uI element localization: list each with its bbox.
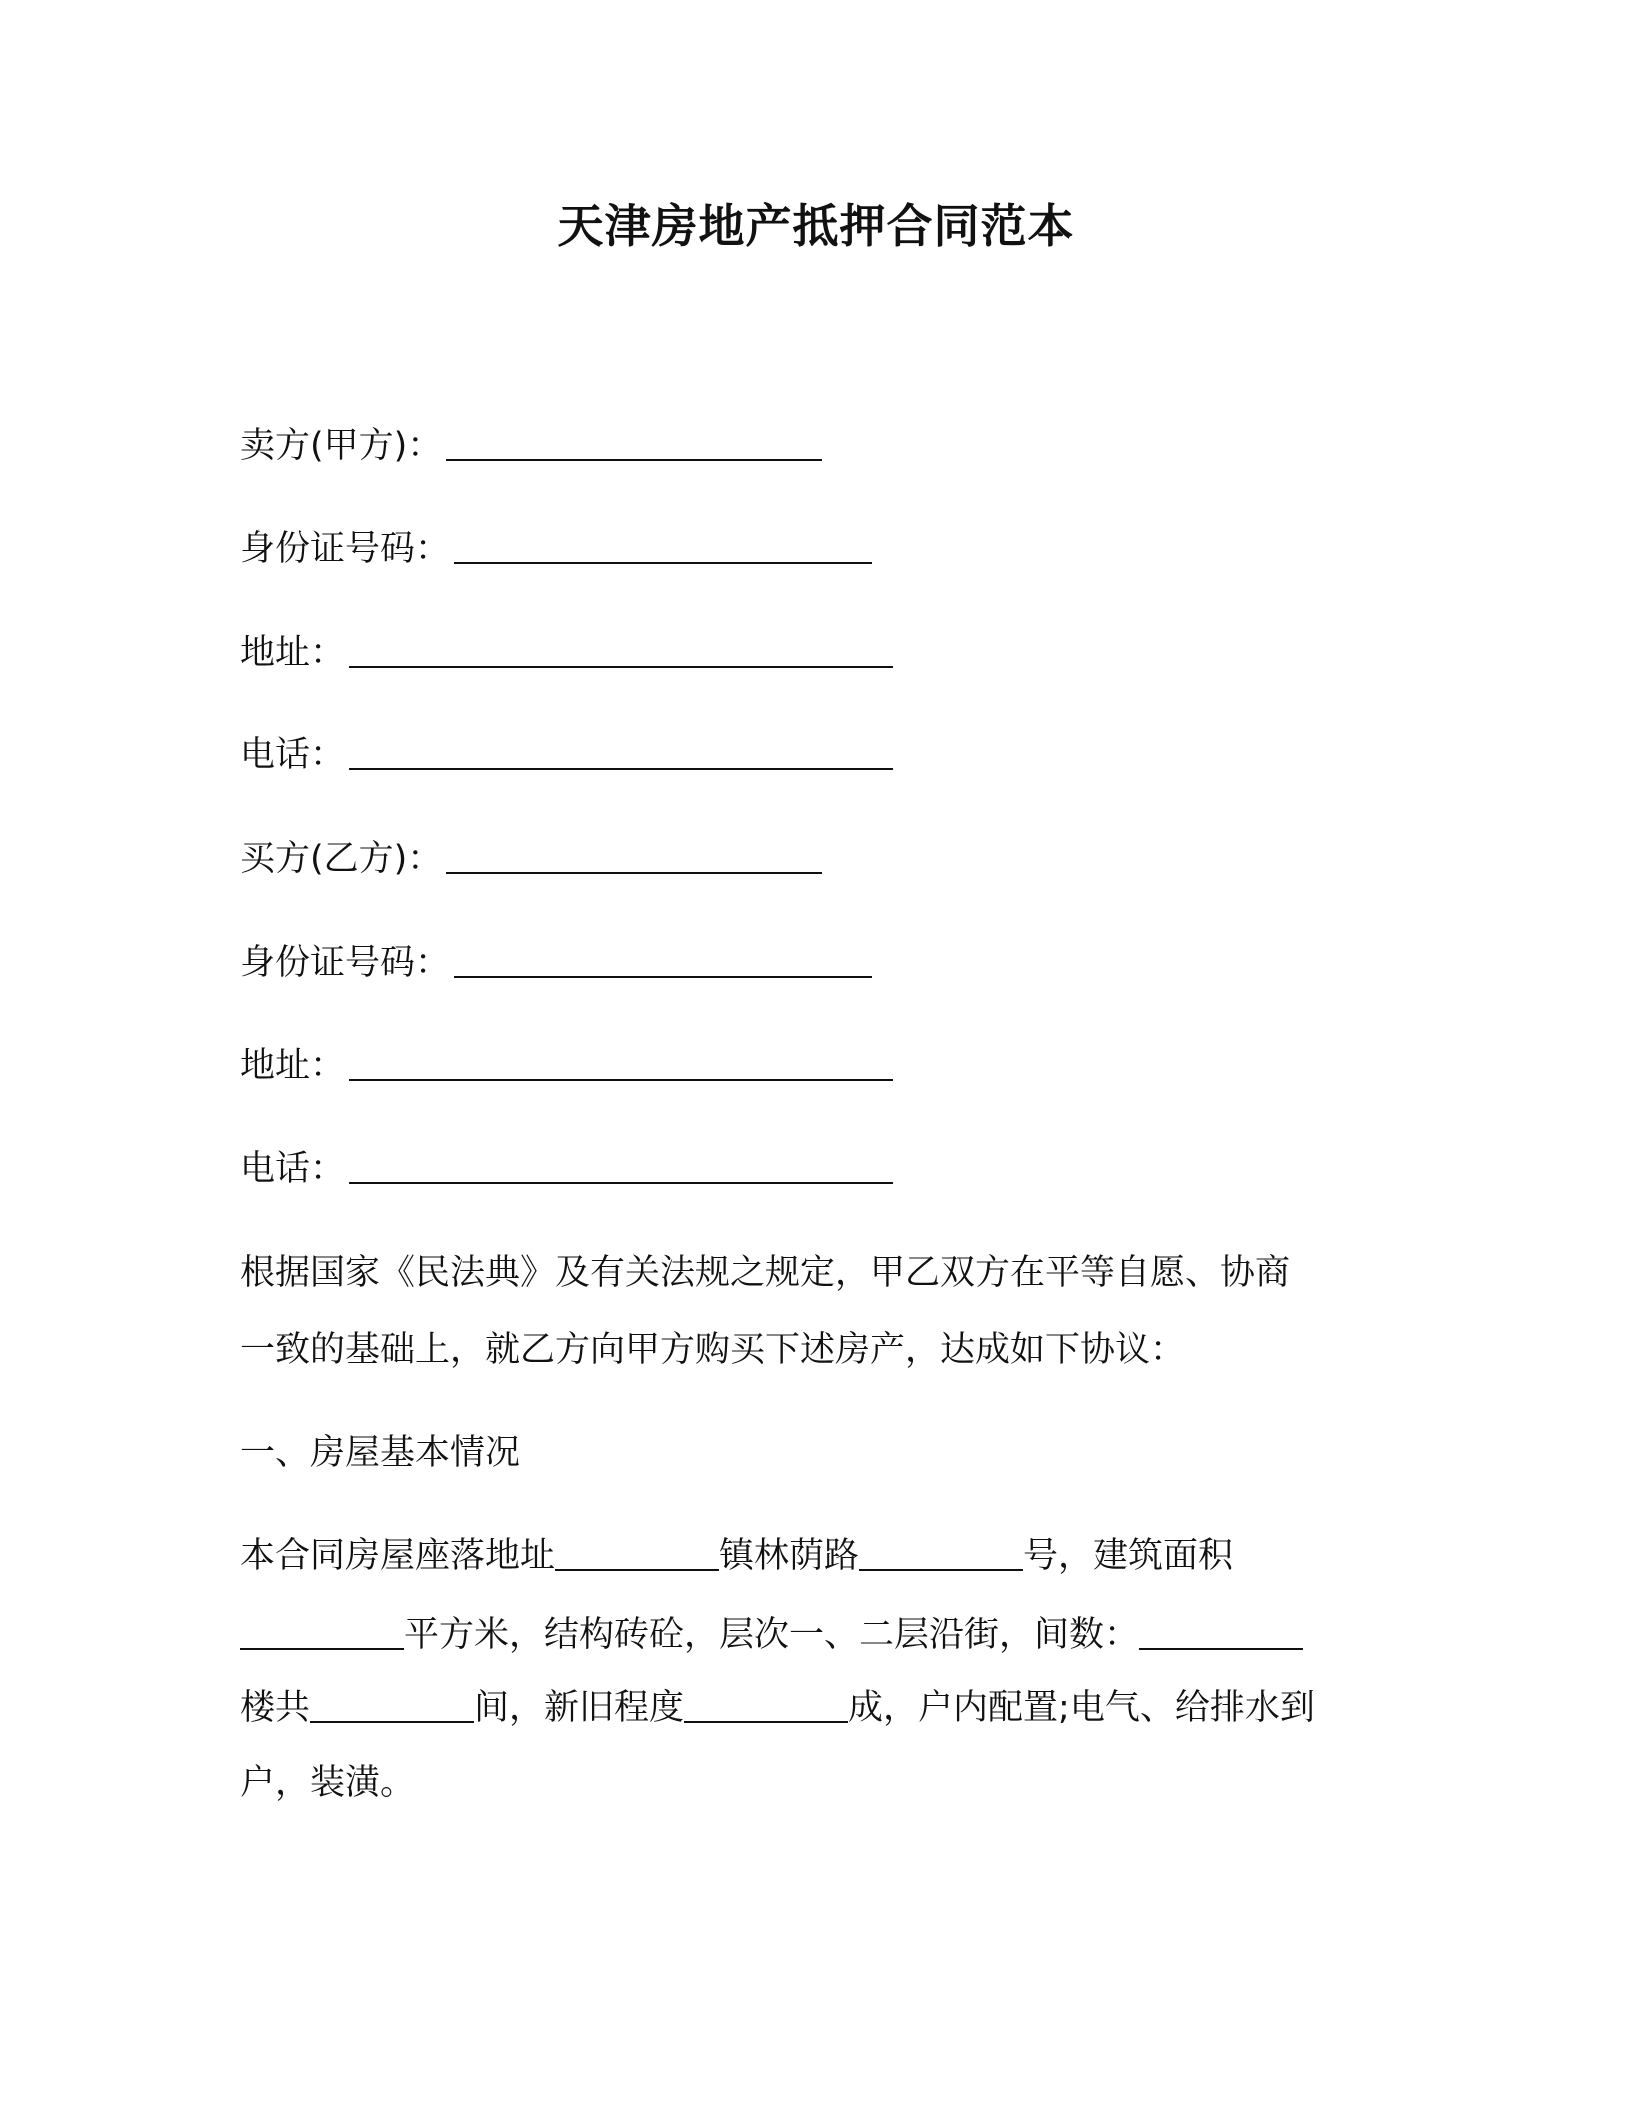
room-count-blank[interactable]: [1139, 1610, 1303, 1650]
buyer-phone-line: [240, 1144, 893, 1194]
buyer-party-line: [240, 834, 822, 884]
seller-address-line: [240, 628, 893, 678]
buyer-party-label: 买方(乙方)：: [240, 839, 443, 879]
seller-address-blank[interactable]: [349, 628, 893, 668]
buyer-phone-blank[interactable]: [349, 1144, 893, 1184]
total-rooms-blank[interactable]: [310, 1683, 474, 1723]
seller-party-blank[interactable]: [446, 421, 822, 461]
area-blank[interactable]: [240, 1610, 404, 1650]
section-1-line-4: 户，装潢。: [240, 1763, 416, 1803]
seller-phone-label: 电话：: [240, 735, 346, 775]
buyer-id-line: [240, 938, 872, 988]
buyer-address-blank[interactable]: [349, 1041, 893, 1081]
buyer-address-label: 地址：: [240, 1046, 346, 1086]
buyer-phone-label: 电话：: [240, 1149, 346, 1189]
section-1-heading: 一、房屋基本情况: [240, 1433, 521, 1473]
area-label: 号，建筑面积: [1023, 1536, 1234, 1576]
seller-party-label: 卖方(甲方)：: [240, 426, 443, 466]
seller-party-line: [240, 421, 822, 471]
structure-text: 平方米，结构砖砼，层次一、二层沿街，间数：: [404, 1615, 1140, 1655]
intro-line-1: 根据国家《民法典》及有关法规之规定，甲乙双方在平等自愿、协商: [240, 1253, 1291, 1293]
buyer-address-line: [240, 1041, 893, 1091]
seller-id-blank[interactable]: [454, 524, 872, 564]
location-label: 本合同房屋座落地址: [240, 1536, 556, 1576]
section-1-line-1: [240, 1531, 1233, 1581]
condition-blank[interactable]: [684, 1683, 848, 1723]
floor-total-label: 楼共: [240, 1688, 311, 1728]
location-blank[interactable]: [555, 1531, 719, 1571]
buyer-party-blank[interactable]: [446, 834, 822, 874]
buyer-id-label: 身份证号码：: [240, 943, 451, 983]
seller-phone-line: [240, 730, 893, 780]
house-number-blank[interactable]: [859, 1531, 1023, 1571]
condition-label: 间，新旧程度: [474, 1688, 685, 1728]
seller-phone-blank[interactable]: [349, 730, 893, 770]
seller-id-label: 身份证号码：: [240, 529, 451, 569]
buyer-id-blank[interactable]: [454, 938, 872, 978]
section-1-line-3: [240, 1683, 1315, 1733]
section-1-line-2: [240, 1610, 1303, 1660]
facilities-text: 成，户内配置;电气、给排水到: [848, 1688, 1315, 1728]
seller-id-line: [240, 524, 872, 574]
document-title: 天津房地产抵押合同范本: [557, 199, 1075, 253]
intro-line-2: 一致的基础上，就乙方向甲方购买下述房产，达成如下协议：: [240, 1330, 1186, 1370]
road-label: 镇林荫路: [719, 1536, 860, 1576]
seller-address-label: 地址：: [240, 633, 346, 673]
